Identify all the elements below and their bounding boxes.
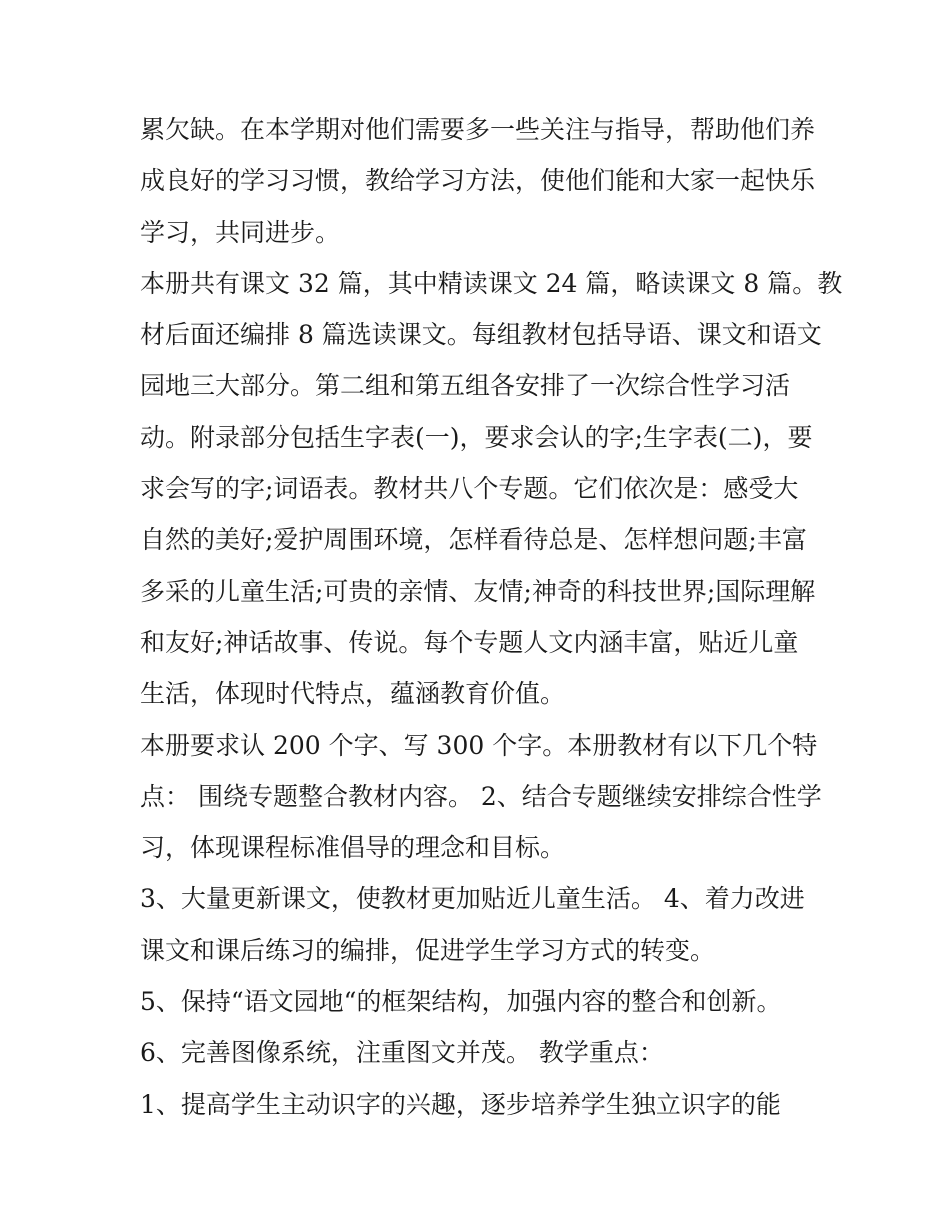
- text-line: 课文和课后练习的编排，促进学生学习方式的转变。: [140, 935, 716, 965]
- text-line: 求会写的字;词语表。教材共八个专题。它们依次是：感受大: [140, 474, 799, 504]
- text-line: 本册要求认 200 个字、写 300 个字。本册教材有以下几个特: [140, 730, 818, 760]
- text-line: 1、提高学生主动识字的兴趣，逐步培养学生独立识字的能: [140, 1089, 781, 1119]
- text-line: 习，体现课程标准倡导的理念和目标。: [140, 833, 566, 863]
- text-line: 学习，共同进步。: [140, 217, 341, 247]
- text-line: 本册共有课文 32 篇，其中精读课文 24 篇，略读课文 8 篇。教: [140, 268, 843, 298]
- text-line: 累欠缺。在本学期对他们需要多一些关注与指导，帮助他们养: [140, 115, 816, 144]
- text-line: 材后面还编排 8 篇选读课文。每组教材包括导语、课文和语文: [140, 320, 822, 350]
- text-line: 动。附录部分包括生字表(一)，要求会认的字;生字表(二)，要: [140, 422, 813, 452]
- text-line: 5、保持“语文园地“的框架结构，加强内容的整合和创新。: [140, 987, 782, 1017]
- text-line: 3、大量更新课文，使教材更加贴近儿童生活。 4、着力改进: [140, 884, 805, 914]
- text-line: 和友好;神话故事、传说。每个专题人文内涵丰富，贴近儿童: [140, 627, 799, 657]
- text-line: 点： 围绕专题整合教材内容。 2、结合专题继续安排综合性学: [140, 781, 822, 811]
- text-line: 成良好的学习习惯，教给学习方法，使他们能和大家一起快乐: [140, 166, 816, 196]
- text-line: 自然的美好;爱护周围环境，怎样看待总是、怎样想问题;丰富: [140, 525, 807, 555]
- document-body: [140, 104, 843, 1130]
- text-line: 园地三大部分。第二组和第五组各安排了一次综合性学习活: [140, 371, 791, 401]
- text-line: 生活，体现时代特点，蕴涵教育价值。: [140, 679, 566, 709]
- text-line: 多采的儿童生活;可贵的亲情、友情;神奇的科技世界;国际理解: [140, 576, 816, 606]
- text-line: 6、完善图像系统，注重图文并茂。 教学重点：: [140, 1038, 664, 1068]
